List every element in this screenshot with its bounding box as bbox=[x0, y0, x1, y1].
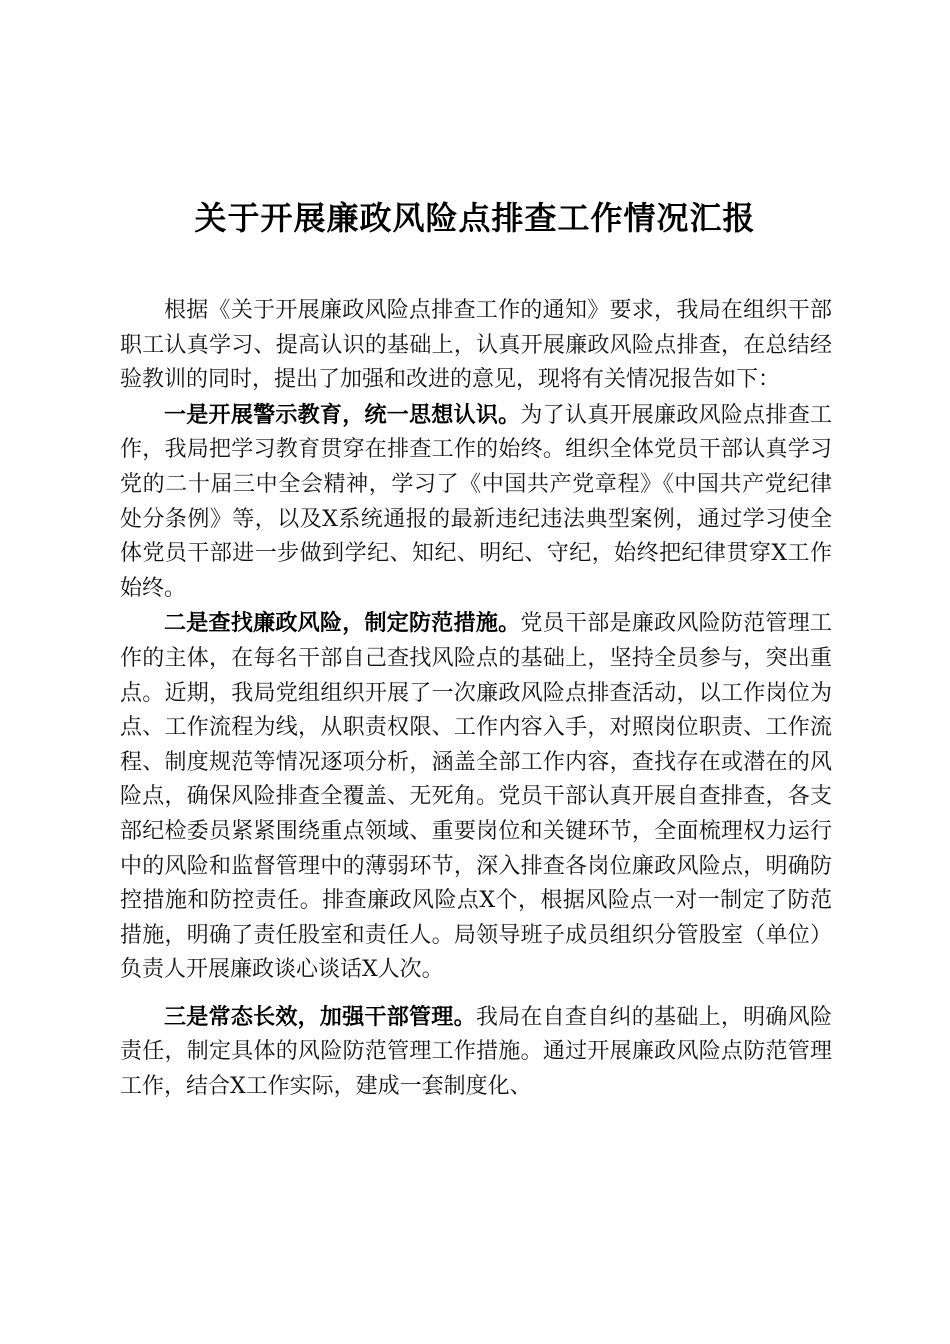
paragraph-text: 根据《关于开展廉政风险点排查工作的通知》要求，我局在组织干部职工认真学习、提高认识的基础上，认真开展廉政风险点排查，在总结经验教训的同时，提出了加强和改进的意见，现将有关情况报告如下： bbox=[120, 298, 832, 393]
section-three-text: 我局在自查自纠的基础上，明确风险责任，制定具体的风险防范管理工作措施。通过开展廉政风险点防范管理工作，结合X工作实际，建成一套制度化、 bbox=[120, 1004, 832, 1100]
intro-paragraph bbox=[120, 293, 832, 398]
section-one-heading: 一是开展警示教育，统一思想认识。 bbox=[164, 401, 521, 428]
section-two-paragraph bbox=[120, 606, 832, 988]
section-three-heading: 三是常态长效，加强干部管理。 bbox=[164, 1003, 476, 1030]
section-two-text: 党员干部是廉政风险防范管理工作的主体，在每名干部自己查找风险点的基础上，坚持全员参与，突出重点。近期，我局党组组织开展了一次廉政风险点排查活动，以工作岗位为点、工作流程为线，从职责权限、工作内容入手，对照岗位职责、工作流程、制度规范等情况逐项分析，涵盖全部工作内容，查找存在或潜在的风险点，确保风险排查全覆盖、无死角。党员干部认真开展自查排查，各支部纪检委员紧紧围绕重点领域、重要岗位和关键环节，全面梳理权力运行中的风险和监督管理中的薄弱环节，深入排查各岗位廉政风险点，明确防控措施和防控责任。排查廉政风险点X个，根据风险点一对一制定了防范措施，明确了责任股室和责任人。局领导班子成员组织分管股室（单位）负责人开展廉政谈心谈话X人次。 bbox=[120, 611, 832, 983]
document-title: 关于开展廉政风险点排查工作情况汇报 bbox=[194, 199, 756, 237]
section-two-heading: 二是查找廉政风险，制定防范措施。 bbox=[164, 610, 521, 637]
section-one-paragraph bbox=[120, 398, 832, 607]
document-body bbox=[120, 293, 832, 1105]
section-one-text: 为了认真开展廉政风险点排查工作，我局把学习教育贯穿在排查工作的始终。组织全体党员干部认真学习党的二十届三中全会精神，学习了《中国共产党章程》《中国共产党纪律处分条例》等，以及X系统通报的最新违纪违法典型案例，通过学习使全体党员干部进一步做到学纪、知纪、明纪、守纪，始终把纪律贯穿X工作始终。 bbox=[120, 402, 832, 601]
section-three-paragraph bbox=[120, 1000, 832, 1105]
